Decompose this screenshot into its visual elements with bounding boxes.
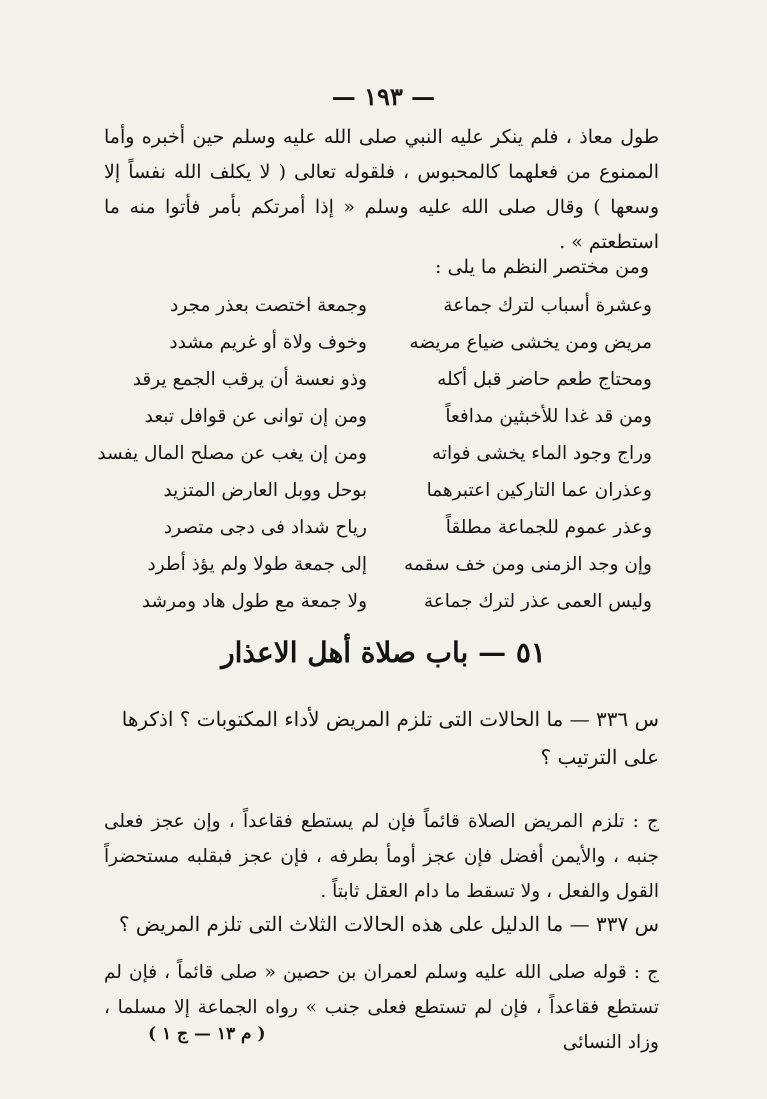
answer-337: ج : قوله صلى الله عليه وسلم لعمران بن حصين « صلى قائماً ، فإن لم تستطع فقاعداً ، فإن لم تستطع فعلى جنب » رواه الجماعة إلا مسلما ، وزاد النسائى (104, 962, 659, 1053)
verse-hemistich-right: مريض ومن يخشى ضياع مريضه (409, 332, 652, 353)
verse-hemistich-right: وعذر عموم للجماعة مطلقاً (445, 517, 652, 538)
verse-hemistich-right: وليس العمى عذر لترك جماعة (423, 591, 652, 612)
verse-hemistich-right: وعذران عما التاركين اعتبرهما (426, 480, 652, 501)
verse-hemistich-right: وراج وجود الماء يخشى فواته (431, 443, 652, 464)
page-number: — ١٩٣ — (331, 82, 436, 111)
verse-hemistich-left: وخوف ولاة أو غريم مشدد (169, 332, 367, 353)
verse-hemistich-left: بوحل ووبل العارض المتزيد (163, 480, 367, 501)
verse-hemistich-left: ومن إن يغب عن مصلح المال يفسد (97, 443, 367, 464)
verse-hemistich-right: ومحتاج طعم حاضر قبل أكله (437, 369, 652, 390)
verse-hemistich-left: ولا جمعة مع طول هاد ومرشد (141, 591, 367, 612)
verse-hemistich-left: ومن إن توانى عن قوافل تبعد (144, 406, 367, 427)
verse-intro: ومن مختصر النظم ما يلى : (435, 256, 649, 278)
signature-mark: ( م ١٣ — ج ١ ) (148, 1024, 266, 1044)
verse-hemistich-left: وذو نعسة أن يرقب الجمع يرقد (132, 369, 367, 390)
answer-336: ج : تلزم المريض الصلاة قائماً فإن لم يستطع فقاعداً ، وإن عجز فعلى جنبه ، والأيمن أفضل فإن عجز أومأ بطرفه ، فإن عجز فبقلبه مستحضراً القول والفعل ، ولا تسقط ما دام العقل ثابتاً . (104, 811, 659, 902)
verse-hemistich-right: وعشرة أسباب لترك جماعة (443, 295, 652, 316)
verse-hemistich-right: وإن وجد الزمنى ومن خف سقمه (403, 554, 652, 575)
verse-hemistich-left: رياح شداد فى دجى متصرد (163, 517, 367, 538)
verse-hemistich-left: إلى جمعة طولا ولم يؤذ أطرد (147, 554, 367, 575)
question-337: س ٣٣٧ — ما الدليل على هذه الحالات الثلاث التى تلزم المريض ؟ (118, 912, 659, 936)
intro-paragraph: طول معاذ ، فلم ينكر عليه النبي صلى الله عليه وسلم حين أخبره وأما الممنوع من فعلهما كالمحبوس ، فلقوله تعالى ( لا يكلف الله نفساً إلا وسعها ) وقال صلى الله عليه وسلم « إذا أمرتكم بأمر فأتوا منه ما استطعتم » . (104, 126, 659, 253)
verse-hemistich-left: وجمعة اختصت بعذر مجرد (170, 295, 367, 316)
chapter-title: ٥١ — باب صلاة أهل الاعذار (221, 636, 546, 669)
question-336: س ٣٣٦ — ما الحالات التى تلزم المريض لأداء المكتوبات ؟ اذكرها على الترتيب ؟ (121, 707, 659, 769)
verse-hemistich-right: ومن قد غدا للأخبثين مدافعاً (445, 406, 652, 427)
